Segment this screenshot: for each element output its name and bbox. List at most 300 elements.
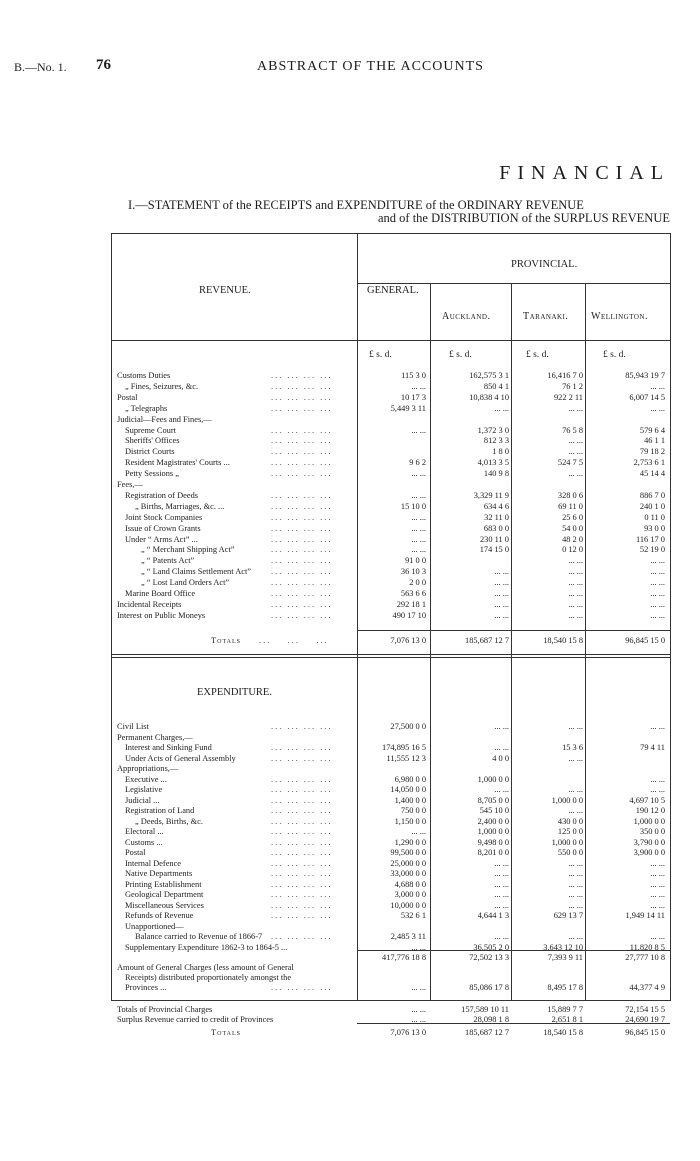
table-row xyxy=(111,826,671,837)
cell-auckland: ... ... xyxy=(494,879,509,889)
cell-general: ... ... xyxy=(411,512,426,522)
cell-wellington: ... ... xyxy=(650,858,665,868)
leader-dots: ... ... ... ... xyxy=(271,589,333,598)
expenditure-heading: EXPENDITURE. xyxy=(197,687,272,698)
cell-auckland: ... ... xyxy=(494,890,509,899)
cell-wellington: ... ... xyxy=(650,381,665,391)
leader-dots: ... ... ... ... xyxy=(271,753,333,763)
cell-wellington: ... ... xyxy=(650,589,665,598)
cell-auckland: 4,013 3 5 xyxy=(477,458,509,468)
leader-dots: ... ... ... ... xyxy=(271,425,333,435)
provincial-header-line xyxy=(357,283,670,284)
row-label: Under “ Arms Act” ... xyxy=(125,534,198,544)
table-row xyxy=(111,816,671,827)
leader-dots: ... ... ... ... xyxy=(271,403,333,413)
table-row xyxy=(111,381,671,392)
cell-auckland: ... ... xyxy=(494,743,509,752)
cell-wellington: 24,690 19 7 xyxy=(625,1015,665,1024)
cell-auckland: 36,505 2 0 xyxy=(473,942,509,952)
general-charges-text3: Provinces ... xyxy=(125,983,167,992)
cell-taranaki: ... ... xyxy=(568,722,583,731)
general-charges-text2: Receipts) distributed proportionately amongst the xyxy=(125,973,292,982)
revenue-totals-line xyxy=(357,630,670,631)
leader-dots: ... ... ... ... xyxy=(271,556,333,566)
cell-general: 2 0 0 xyxy=(409,578,426,588)
table-row xyxy=(111,732,671,743)
cell-taranaki: 3,643 12 10 xyxy=(543,942,583,952)
cell-general: ... ... xyxy=(411,1005,426,1014)
row-label: Permanent Charges,— xyxy=(117,732,193,742)
row-label: Judicial—Fees and Fines,— xyxy=(117,414,212,424)
cell-general: 15 10 0 xyxy=(400,501,426,511)
cell-general: 3,000 0 0 xyxy=(394,890,426,899)
cell-auckland: 850 4 1 xyxy=(483,381,509,391)
cell-wellington: 3,790 0 0 xyxy=(633,837,665,847)
cell-wellington: 2,753 6 1 xyxy=(633,458,665,468)
general-charges-text1: Amount of General Charges (less amount of General xyxy=(117,963,294,972)
cell-taranaki: ... ... xyxy=(568,806,583,815)
table-row xyxy=(111,931,671,942)
cell-wellington: 45 14 4 xyxy=(639,469,665,479)
cell-general: 1,400 0 0 xyxy=(394,795,426,805)
table-row xyxy=(111,753,671,764)
auckland-column-header: Auckland. xyxy=(442,311,491,322)
subtotal-auckland: 72,502 13 3 xyxy=(469,953,509,962)
row-label: Electoral ... xyxy=(125,827,164,836)
taranaki-column-header: Taranaki. xyxy=(523,311,569,322)
row-label: Postal xyxy=(125,848,146,857)
cell-taranaki: 2,651 8 1 xyxy=(551,1015,583,1024)
cell-taranaki: 0 12 0 xyxy=(562,545,583,555)
section-divider xyxy=(111,654,671,655)
statement-heading-line1: I.—STATEMENT of the RECEIPTS and EXPENDITURE of the ORDINARY REVENUE xyxy=(128,198,584,212)
general-charges-general: ... ... xyxy=(411,983,426,992)
row-label: Postal xyxy=(117,392,138,402)
cell-general: ... ... xyxy=(411,523,426,533)
row-label: Issue of Crown Grants xyxy=(125,523,201,533)
table-row xyxy=(111,784,671,795)
cell-wellington: ... ... xyxy=(650,785,665,794)
cell-general: 10 17 3 xyxy=(400,392,426,402)
cell-auckland: 10,838 4 10 xyxy=(469,392,509,402)
leader-dots: ... ... ... ... xyxy=(271,858,333,868)
cell-wellington: 79 4 11 xyxy=(640,743,665,752)
table-row xyxy=(111,479,671,490)
cell-taranaki: 922 2 11 xyxy=(553,392,583,402)
cell-general: 490 17 10 xyxy=(392,610,426,620)
leader-dots: ... ... ... ... xyxy=(271,501,333,511)
leader-dots: ... ... ... ... xyxy=(271,469,333,479)
cell-auckland: ... ... xyxy=(494,932,509,941)
cell-auckland: ... ... xyxy=(494,589,509,598)
cell-taranaki: 550 0 0 xyxy=(557,848,583,857)
leader-dots: ... ... ... ... xyxy=(271,436,333,446)
leader-dots: ... ... ... ... xyxy=(271,837,333,847)
row-label: Balance carried to Revenue of 1866-7 xyxy=(135,932,263,941)
cell-wellington: 0 11 0 xyxy=(644,512,665,522)
cell-general: ... ... xyxy=(411,490,426,500)
cell-auckland: ... ... xyxy=(494,567,509,577)
leader-dots: ... ... ... ... xyxy=(271,447,333,457)
row-label: Interest and Sinking Fund xyxy=(125,743,212,752)
cell-general: 36 10 3 xyxy=(400,567,426,577)
cell-taranaki: ... ... xyxy=(568,436,583,446)
leader-dots: ... ... ... ... xyxy=(271,490,333,500)
cell-wellington: ... ... xyxy=(650,567,665,577)
row-label: Supplementary Expenditure 1862-3 to 1864-5 ... xyxy=(125,942,288,952)
cell-general: 2,485 3 11 xyxy=(390,932,426,941)
cell-wellington: 1,000 0 0 xyxy=(633,816,665,826)
cell-auckland: 140 9 8 xyxy=(483,469,509,479)
table-row xyxy=(111,468,671,479)
row-label: Supreme Court xyxy=(125,425,176,435)
row-label: Customs ... xyxy=(125,837,163,847)
table-row xyxy=(111,837,671,848)
cell-taranaki: ... ... xyxy=(568,447,583,457)
cell-taranaki: ... ... xyxy=(568,753,583,763)
cell-general: ... ... xyxy=(411,469,426,479)
revenue-totals-row xyxy=(111,635,671,646)
table-row xyxy=(111,544,671,555)
cell-taranaki: 1,000 0 0 xyxy=(551,795,583,805)
cell-general: 532 6 1 xyxy=(400,911,426,920)
revenue-total-general: 7,076 13 0 xyxy=(390,636,426,645)
cell-wellington: 886 7 0 xyxy=(639,490,665,500)
table-row xyxy=(111,523,671,534)
general-charges-wellington: 44,377 4 9 xyxy=(629,983,665,992)
cell-taranaki: 524 7 5 xyxy=(557,458,583,468)
expenditure-total-auckland: 185,687 12 7 xyxy=(465,1028,509,1037)
cell-wellington: ... ... xyxy=(650,869,665,878)
table-row xyxy=(111,868,671,879)
table-row xyxy=(111,435,671,446)
row-label: Surplus Revenue carried to credit of Provinces xyxy=(117,1015,274,1024)
revenue-total-auckland: 185,687 12 7 xyxy=(465,636,509,645)
general-column-header: GENERAL. xyxy=(367,285,419,296)
cell-taranaki: ... ... xyxy=(568,556,583,566)
cell-auckland: 545 10 0 xyxy=(479,806,509,815)
leader-dots: ... ... ... ... xyxy=(271,932,333,941)
cell-general: ... ... xyxy=(411,942,426,952)
cell-wellington: ... ... xyxy=(650,774,665,784)
cell-general: 33,000 0 0 xyxy=(390,869,426,878)
cell-taranaki: 430 0 0 xyxy=(557,816,583,826)
row-label: Miscellaneous Services xyxy=(125,900,204,910)
row-label: Petty Sessions „ xyxy=(125,469,179,479)
wellington-currency-units: £ s. d. xyxy=(603,350,626,360)
subtotal-wellington: 27,777 10 8 xyxy=(625,953,665,962)
section-title: FINANCIAL xyxy=(499,162,670,184)
leader-dots: ... ... ... ... xyxy=(271,879,333,889)
leader-dots: ... ... ... ... xyxy=(271,890,333,899)
cell-general: 10,000 0 0 xyxy=(390,900,426,910)
cell-auckland: 174 15 0 xyxy=(479,545,509,555)
cell-auckland: 4 0 0 xyxy=(492,753,509,763)
leader-dots: ... ... ... ... xyxy=(271,458,333,468)
row-label: Executive ... xyxy=(125,774,167,784)
cell-taranaki: ... ... xyxy=(568,610,583,620)
cell-taranaki: ... ... xyxy=(568,599,583,609)
row-label: Sheriffs' Offices xyxy=(125,436,180,446)
leader-dots: ... ... ... ... xyxy=(271,512,333,522)
cell-taranaki: 76 5 8 xyxy=(562,425,583,435)
cell-auckland: 1,000 0 0 xyxy=(477,774,509,784)
cell-auckland: 683 0 0 xyxy=(483,523,509,533)
table-row xyxy=(111,501,671,512)
cell-taranaki: 15 3 6 xyxy=(562,743,583,752)
row-label: Printing Establishment xyxy=(125,879,202,889)
cell-general: 1,290 0 0 xyxy=(394,837,426,847)
table-row xyxy=(111,457,671,468)
cell-auckland: 8,705 0 0 xyxy=(477,795,509,805)
cell-taranaki: 54 0 0 xyxy=(562,523,583,533)
subtotal-line xyxy=(357,950,670,951)
leader-dots: ... ... ... ... xyxy=(271,983,333,992)
cell-auckland: 28,098 1 8 xyxy=(473,1015,509,1024)
expenditure-totals-label: Totals xyxy=(211,1028,241,1037)
header-bottom-line xyxy=(111,340,671,341)
expenditure-total-general: 7,076 13 0 xyxy=(390,1028,426,1037)
cell-auckland: 4,644 1 3 xyxy=(477,911,509,920)
leader-dots: ... ... ... ... xyxy=(271,599,333,609)
cell-general: 9 6 2 xyxy=(409,458,426,468)
row-label: „ Deeds, Births, &c. xyxy=(135,816,203,826)
cell-wellington: 240 1 0 xyxy=(639,501,665,511)
cell-auckland: 1 8 0 xyxy=(492,447,509,457)
cell-general: 91 0 0 xyxy=(405,556,426,566)
table-row xyxy=(111,774,671,785)
wellington-column-header: Wellington. xyxy=(591,311,648,322)
cell-wellington: ... ... xyxy=(650,610,665,620)
cell-auckland: ... ... xyxy=(494,610,509,620)
leader-dots: ... ... ... ... xyxy=(271,381,333,391)
leader-dots: ... ... ... ... xyxy=(271,392,333,402)
page-title: ABSTRACT OF THE ACCOUNTS xyxy=(257,59,484,74)
cell-auckland: 812 3 3 xyxy=(483,436,509,446)
revenue-column-header: REVENUE. xyxy=(199,285,251,296)
leader-dots: ... ... ... ... xyxy=(271,795,333,805)
row-label: Registration of Deeds xyxy=(125,490,199,500)
cell-general: ... ... xyxy=(411,381,426,391)
cell-taranaki: ... ... xyxy=(568,900,583,910)
revenue-total-taranaki: 18,540 15 8 xyxy=(543,636,583,645)
cell-taranaki: ... ... xyxy=(568,932,583,941)
revenue-totals-label: Totals xyxy=(211,636,241,645)
cell-auckland: 1,000 0 0 xyxy=(477,827,509,836)
leader-dots: ... ... ... ... xyxy=(271,534,333,544)
cell-general: 115 3 0 xyxy=(401,371,426,380)
cell-auckland: 8,201 0 0 xyxy=(477,848,509,857)
cell-general: 292 18 1 xyxy=(396,599,426,609)
cell-auckland: ... ... xyxy=(494,403,509,413)
cell-taranaki: ... ... xyxy=(568,890,583,899)
cell-taranaki: 328 0 6 xyxy=(557,490,583,500)
cell-general: ... ... xyxy=(411,534,426,544)
table-row xyxy=(111,742,671,753)
cell-general: 4,688 0 0 xyxy=(394,879,426,889)
row-label: Legislative xyxy=(125,785,163,794)
table-row xyxy=(111,610,671,621)
cell-wellington: ... ... xyxy=(650,879,665,889)
cell-general: 563 6 6 xyxy=(400,589,426,598)
leader-dots: ... ... ... ... xyxy=(271,806,333,815)
cell-wellington: ... ... xyxy=(650,722,665,731)
cell-general: 11,555 12 3 xyxy=(386,753,426,763)
leader-dots: ... ... ... ... xyxy=(271,545,333,555)
cell-general: 5,449 3 11 xyxy=(390,403,426,413)
row-label: Judicial ... xyxy=(125,795,160,805)
cell-general: 750 0 0 xyxy=(400,806,426,815)
table-row xyxy=(111,847,671,858)
cell-auckland: ... ... xyxy=(494,900,509,910)
cell-wellington: 116 17 0 xyxy=(635,534,665,544)
leader-dots: ... ... ... ... xyxy=(271,523,333,533)
table-bottom-border xyxy=(111,1000,671,1001)
cell-taranaki: ... ... xyxy=(568,469,583,479)
leader-dots: ... ... ... ... xyxy=(271,869,333,878)
cell-wellington: 1,949 14 11 xyxy=(625,911,665,920)
table-row xyxy=(111,588,671,599)
cell-taranaki: 16,416 7 0 xyxy=(547,371,583,380)
leader-dots: ... ... ... ... xyxy=(271,610,333,620)
leader-dots: ... ... ... xyxy=(259,636,329,645)
cell-auckland: ... ... xyxy=(494,578,509,588)
row-label: „ “ Lost Land Orders Act” xyxy=(141,578,230,588)
expenditure-total-wellington: 96,845 15 0 xyxy=(625,1028,665,1037)
cell-wellington: ... ... xyxy=(650,932,665,941)
cell-auckland: 32 11 0 xyxy=(484,512,509,522)
cell-general: 6,980 0 0 xyxy=(394,774,426,784)
row-label: „ Births, Marriages, &c. ... xyxy=(135,501,225,511)
document-reference: B.—No. 1. xyxy=(14,60,67,74)
table-row xyxy=(111,392,671,403)
table-row xyxy=(111,910,671,921)
leader-dots: ... ... ... ... xyxy=(271,743,333,752)
row-label: Customs Duties xyxy=(117,371,171,380)
leader-dots: ... ... ... ... xyxy=(271,785,333,794)
cell-wellington: ... ... xyxy=(650,599,665,609)
table-row xyxy=(111,490,671,501)
cell-wellington: 85,943 19 7 xyxy=(625,371,665,380)
cell-wellington: 93 0 0 xyxy=(644,523,665,533)
table-row xyxy=(111,566,671,577)
cell-taranaki: 69 11 0 xyxy=(558,501,583,511)
cell-auckland: 3,329 11 9 xyxy=(473,490,509,500)
cell-auckland: ... ... xyxy=(494,785,509,794)
cell-auckland: 9,498 0 0 xyxy=(477,837,509,847)
leader-dots: ... ... ... ... xyxy=(271,371,333,380)
cell-auckland: 1,372 3 0 xyxy=(477,425,509,435)
cell-auckland: 162,575 3 1 xyxy=(469,371,509,380)
expenditure-totals-row xyxy=(111,1027,671,1038)
cell-auckland: ... ... xyxy=(494,869,509,878)
table-row xyxy=(111,512,671,523)
leader-dots: ... ... ... ... xyxy=(271,578,333,588)
cell-taranaki: ... ... xyxy=(568,785,583,794)
cell-wellington: ... ... xyxy=(650,403,665,413)
row-label: Joint Stock Companies xyxy=(125,512,203,522)
row-label: „ “ Land Claims Settlement Act” xyxy=(141,567,252,577)
table-row xyxy=(111,805,671,816)
table-row xyxy=(111,879,671,890)
cell-taranaki: 76 1 2 xyxy=(562,381,583,391)
revenue-total-wellington: 96,845 15 0 xyxy=(625,636,665,645)
cell-wellington: 79 18 2 xyxy=(639,447,665,457)
cell-taranaki: 629 13 7 xyxy=(553,911,583,920)
leader-dots: ... ... ... ... xyxy=(271,848,333,857)
row-label: Under Acts of General Assembly xyxy=(125,753,236,763)
section-divider-second xyxy=(111,657,671,658)
cell-wellington: ... ... xyxy=(650,578,665,588)
cell-taranaki: 125 0 0 xyxy=(557,827,583,836)
cell-wellington: ... ... xyxy=(650,556,665,566)
table-row xyxy=(111,858,671,869)
cell-taranaki: 1,000 0 0 xyxy=(551,837,583,847)
expenditure-totals-line xyxy=(357,1023,670,1024)
cell-wellington: 11,820 8 5 xyxy=(629,942,665,952)
cell-general: ... ... xyxy=(411,545,426,555)
row-label: Civil List xyxy=(117,722,149,731)
cell-auckland: ... ... xyxy=(494,722,509,731)
cell-wellington: 350 0 0 xyxy=(639,827,665,836)
cell-taranaki: 15,889 7 7 xyxy=(547,1005,583,1014)
cell-general: ... ... xyxy=(411,827,426,836)
row-label: Unapportioned— xyxy=(125,921,184,931)
cell-taranaki: ... ... xyxy=(568,869,583,878)
row-label: Marine Board Office xyxy=(125,589,196,598)
general-currency-units: £ s. d. xyxy=(369,350,392,360)
cell-auckland: 157,589 10 11 xyxy=(461,1005,509,1014)
cell-taranaki: ... ... xyxy=(568,858,583,868)
cell-taranaki: ... ... xyxy=(568,578,583,588)
leader-dots: ... ... ... ... xyxy=(271,774,333,784)
table-row xyxy=(111,370,671,381)
leader-dots: ... ... ... ... xyxy=(271,827,333,836)
table-row xyxy=(111,900,671,911)
row-label: Totals of Provincial Charges xyxy=(117,1005,213,1014)
table-row xyxy=(111,414,671,425)
cell-wellington: ... ... xyxy=(650,900,665,910)
table-row xyxy=(111,577,671,588)
table-row xyxy=(111,795,671,806)
cell-general: 27,500 0 0 xyxy=(390,722,426,731)
expenditure-total-taranaki: 18,540 15 8 xyxy=(543,1028,583,1037)
financial-table xyxy=(111,233,671,1001)
table-row xyxy=(111,403,671,414)
row-label: Appropriations,— xyxy=(117,764,179,773)
cell-taranaki: ... ... xyxy=(568,879,583,889)
row-label: Geological Department xyxy=(125,890,204,899)
cell-taranaki: 48 2 0 xyxy=(562,534,583,544)
cell-auckland: ... ... xyxy=(494,599,509,609)
cell-general: 25,000 0 0 xyxy=(390,858,426,868)
table-row xyxy=(111,534,671,545)
row-label: Native Departments xyxy=(125,869,193,878)
taranaki-currency-units: £ s. d. xyxy=(526,350,549,360)
provincial-column-header: PROVINCIAL. xyxy=(511,259,578,270)
table-row xyxy=(111,921,671,932)
cell-wellington: 72,154 15 5 xyxy=(625,1005,665,1014)
table-row xyxy=(111,446,671,457)
table-row xyxy=(111,425,671,436)
table-row xyxy=(111,889,671,900)
cell-general: ... ... xyxy=(411,1015,426,1024)
page-number: 76 xyxy=(96,57,111,73)
cell-general: 14,050 0 0 xyxy=(390,785,426,794)
cell-auckland: 634 4 6 xyxy=(483,501,509,511)
subtotal-taranaki: 7,393 9 11 xyxy=(547,953,583,962)
cell-wellington: 3,900 0 0 xyxy=(633,848,665,857)
